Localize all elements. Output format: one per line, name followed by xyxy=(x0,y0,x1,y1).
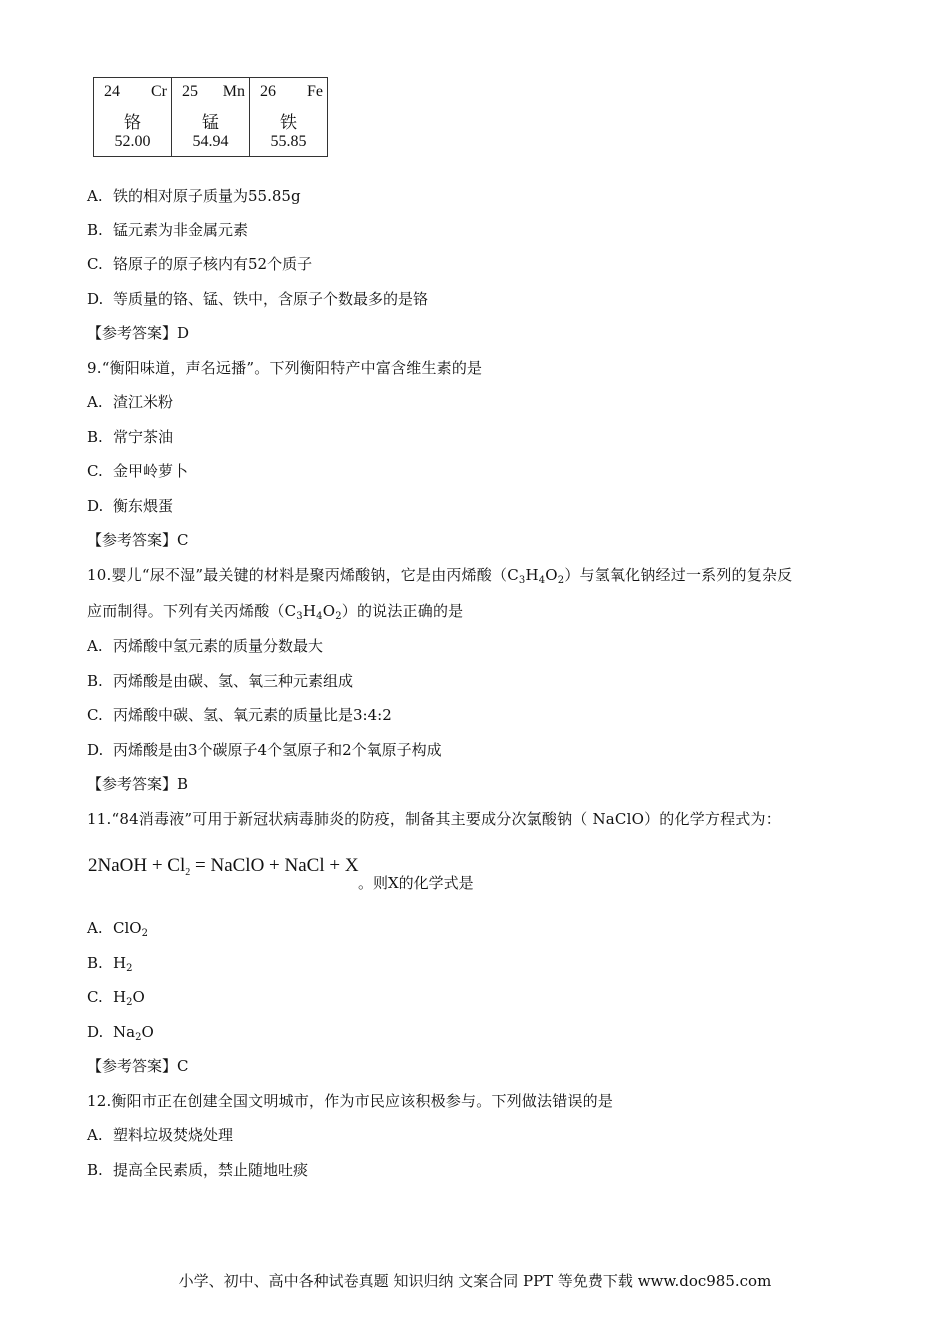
option-letter: D. xyxy=(87,1023,104,1041)
option-text: 渣江米粉 xyxy=(113,393,174,411)
element-name: 铬 xyxy=(124,113,141,133)
option-text: 金甲岭萝卜 xyxy=(113,462,189,480)
option-text: 丙烯酸是由3个碳原子4个氢原子和2个氧原子构成 xyxy=(113,741,442,759)
element-cell-mn xyxy=(172,78,250,157)
q10-option-b xyxy=(87,671,353,691)
equation-text: = NaClO + NaCl + X xyxy=(190,855,359,876)
q8-option-a xyxy=(87,186,301,206)
q11-option-b xyxy=(87,953,132,979)
formula-text: O xyxy=(132,988,145,1006)
q9-option-b xyxy=(87,427,173,447)
element-symbol: Mn xyxy=(222,83,245,100)
atomic-number: 26 xyxy=(260,83,276,100)
subscript: 3 xyxy=(518,575,526,586)
option-text: 丙烯酸是由碳、氢、氧三种元素组成 xyxy=(113,672,354,690)
q11-option-c xyxy=(87,987,145,1013)
q9-stem: 9.“衡阳味道，声名远播”。下列衡阳特产中富含维生素的是 xyxy=(87,359,483,377)
element-symbol: Fe xyxy=(307,83,323,100)
q11-stem: 11.“84消毒液”可用于新冠状病毒肺炎的防疫，制备其主要成分次氯酸钠（ NaClO）的化学方程式为： xyxy=(87,810,781,828)
option-letter: A. xyxy=(87,393,103,411)
q8-option-d xyxy=(87,289,428,309)
option-letter: A. xyxy=(87,637,103,655)
subscript: 4 xyxy=(316,611,323,622)
element-name: 铁 xyxy=(280,113,297,133)
q9-option-a xyxy=(87,392,173,412)
stem-text: H xyxy=(302,602,317,620)
q11-option-a xyxy=(87,918,148,944)
atomic-mass: 55.85 xyxy=(270,133,307,150)
page-footer: 小学、初中、高中各种试卷真题 知识归纳 文案合同 PPT 等免费下载 www.doc985.com xyxy=(178,1272,772,1290)
option-text: 丙烯酸中氢元素的质量分数最大 xyxy=(113,637,324,655)
equation-text: 2NaOH + Cl xyxy=(88,855,186,876)
option-text: 铁的相对原子质量为55.85g xyxy=(113,187,301,205)
option-letter: B. xyxy=(87,954,103,972)
q11-stem-tail: 。则X的化学式是 xyxy=(358,874,474,892)
stem-text: 10.婴儿“尿不湿”最关键的材料是聚丙烯酸钠，它是由丙烯酸（C xyxy=(87,566,519,584)
option-text: 铬原子的原子核内有52个质子 xyxy=(113,255,313,273)
option-text: 塑料垃圾焚烧处理 xyxy=(113,1126,234,1144)
element-cell-fe xyxy=(250,78,328,157)
q9-option-d xyxy=(87,496,173,516)
element-symbol: Cr xyxy=(151,83,167,100)
option-letter: A. xyxy=(87,187,103,205)
option-letter: B. xyxy=(87,221,103,239)
atomic-number: 24 xyxy=(104,83,120,100)
stem-text: 应而制得。下列有关丙烯酸（C xyxy=(87,602,297,620)
subscript: 2 xyxy=(557,575,565,586)
chemical-equation xyxy=(88,855,359,878)
option-letter: B. xyxy=(87,1161,103,1179)
periodic-table-snippet xyxy=(93,77,328,157)
option-letter: B. xyxy=(87,672,103,690)
option-text: 等质量的铬、锰、铁中，含原子个数最多的是铬 xyxy=(113,290,429,308)
atomic-number: 25 xyxy=(182,83,198,100)
option-letter: C. xyxy=(87,462,103,480)
q9-answer: 【参考答案】C xyxy=(87,531,189,549)
atomic-mass: 52.00 xyxy=(114,133,151,150)
q10-stem-line1 xyxy=(87,565,792,591)
q12-stem: 12.衡阳市正在创建全国文明城市，作为市民应该积极参与。下列做法错误的是 xyxy=(87,1092,614,1110)
stem-text: ）的说法正确的是 xyxy=(341,602,464,620)
option-text: 提高全民素质，禁止随地吐痰 xyxy=(113,1161,309,1179)
q10-answer: 【参考答案】B xyxy=(87,775,189,793)
formula-text: ClO xyxy=(113,919,142,937)
q8-answer: 【参考答案】D xyxy=(87,324,190,342)
stem-text: O xyxy=(545,566,558,584)
formula-text: H xyxy=(113,954,127,972)
subscript: 2 xyxy=(141,928,148,939)
subscript: 2 xyxy=(185,867,191,878)
option-letter: C. xyxy=(87,255,103,273)
element-name: 锰 xyxy=(202,113,219,133)
q8-option-b xyxy=(87,220,248,240)
q12-option-b xyxy=(87,1160,308,1180)
q9-option-c xyxy=(87,461,188,481)
option-text: 丙烯酸中碳、氢、氧元素的质量比是3:4:2 xyxy=(113,706,392,724)
option-text: 衡东煨蛋 xyxy=(113,497,174,515)
subscript: 2 xyxy=(135,1032,142,1043)
q11-option-d xyxy=(87,1022,154,1048)
stem-text: O xyxy=(322,602,336,620)
stem-text: ）与氢氧化钠经过一系列的复杂反 xyxy=(564,566,793,584)
option-letter: C. xyxy=(87,706,103,724)
option-letter: A. xyxy=(87,919,103,937)
option-letter: C. xyxy=(87,988,103,1006)
atomic-mass: 54.94 xyxy=(192,133,229,150)
q10-stem-line2 xyxy=(87,601,463,627)
subscript: 4 xyxy=(538,575,546,586)
subscript: 2 xyxy=(335,611,342,622)
subscript: 2 xyxy=(126,963,133,974)
option-letter: D. xyxy=(87,497,104,515)
stem-text: H xyxy=(525,566,539,584)
option-letter: A. xyxy=(87,1126,103,1144)
formula-text: O xyxy=(141,1023,154,1041)
subscript: 3 xyxy=(296,611,303,622)
formula-text: Na xyxy=(113,1023,136,1041)
q11-answer: 【参考答案】C xyxy=(87,1057,189,1075)
element-cell-cr xyxy=(94,78,172,157)
formula-text: H xyxy=(113,988,127,1006)
subscript: 2 xyxy=(126,997,133,1008)
option-text: 常宁茶油 xyxy=(113,428,174,446)
option-letter: B. xyxy=(87,428,103,446)
q10-option-d xyxy=(87,740,442,760)
q8-option-c xyxy=(87,254,312,274)
q12-option-a xyxy=(87,1125,233,1145)
q10-option-a xyxy=(87,636,323,656)
option-letter: D. xyxy=(87,290,104,308)
q10-option-c xyxy=(87,705,392,725)
option-text: 锰元素为非金属元素 xyxy=(113,221,249,239)
option-letter: D. xyxy=(87,741,104,759)
